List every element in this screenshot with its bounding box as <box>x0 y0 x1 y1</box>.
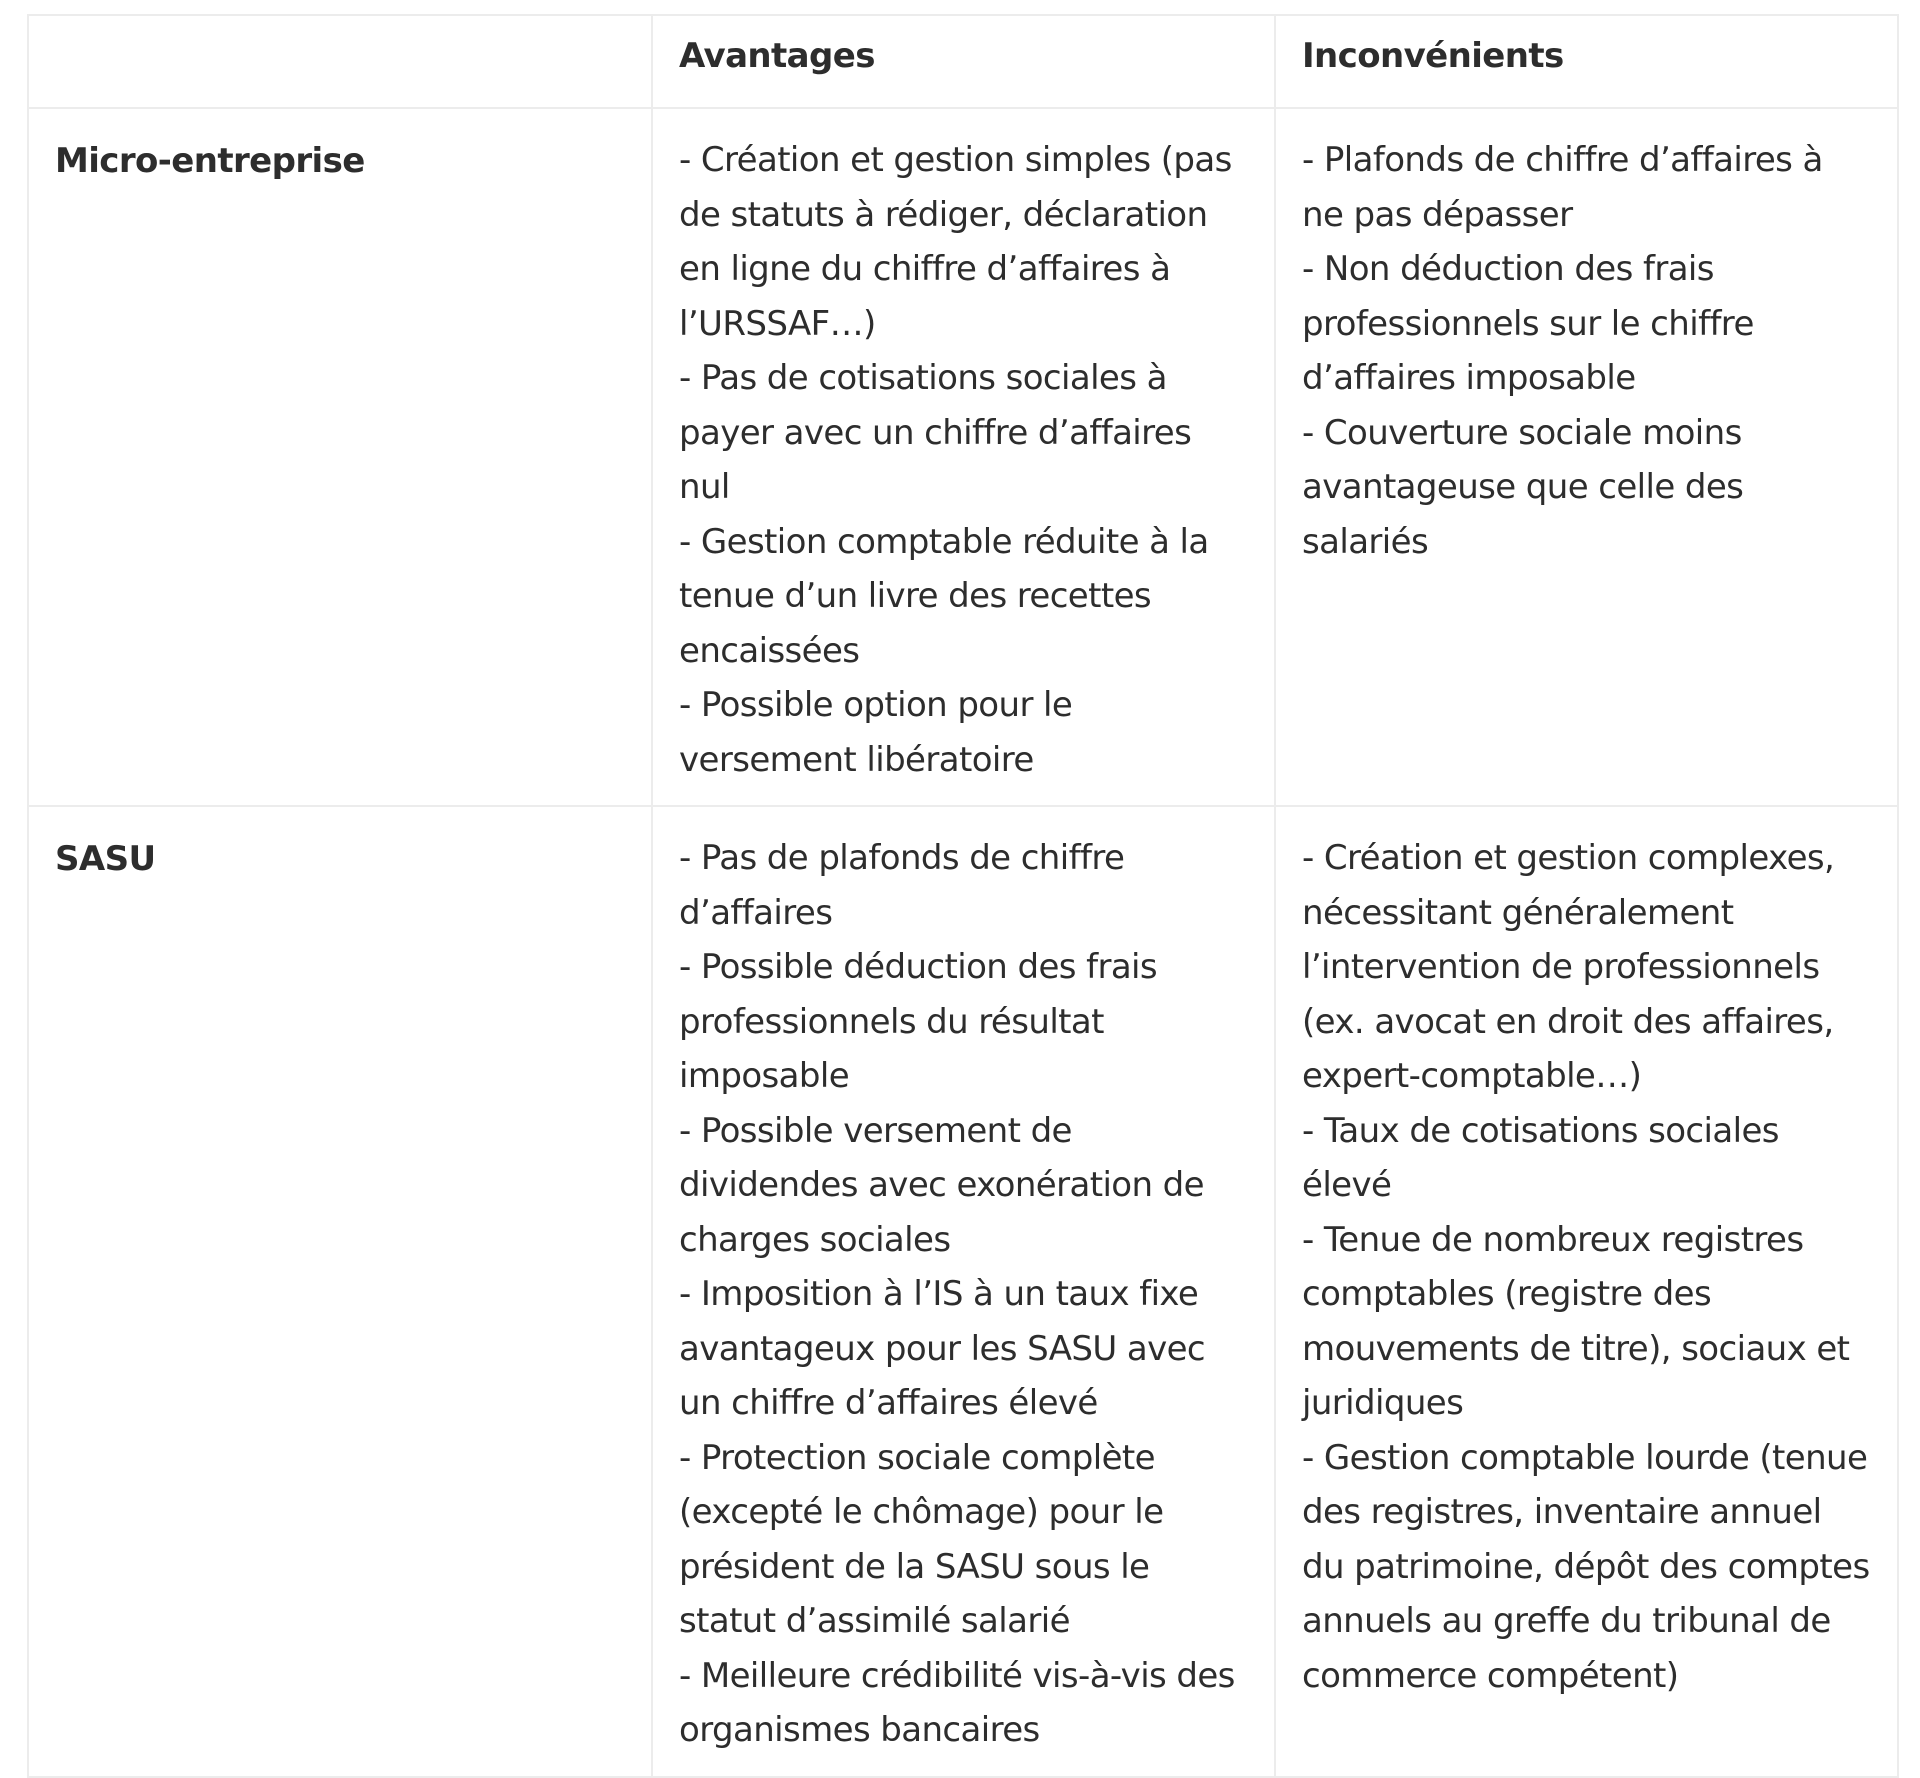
header-empty-cell <box>28 15 652 108</box>
table-row-sasu <box>28 806 1898 1777</box>
advantage-item: - Pas de plafonds de chiffre d’affaires <box>679 838 1125 933</box>
row-label-micro-entreprise: Micro-entreprise <box>28 108 652 806</box>
comparison-table <box>27 14 1899 1778</box>
disadvantage-item: - Création et gestion complexes, nécessitant généralement l’intervention de professionnels (ex. avocat en droit des affaires, expert-comptable…) <box>1302 838 1835 1096</box>
cell-disadvantages-micro-entreprise <box>1275 108 1898 806</box>
header-disadvantages: Inconvénients <box>1275 15 1898 108</box>
advantage-item: - Possible déduction des frais professionnels du résultat imposable <box>679 947 1158 1096</box>
advantage-item: - Pas de cotisations sociales à payer avec un chiffre d’affaires nul <box>679 358 1192 507</box>
table-row-micro-entreprise <box>28 108 1898 806</box>
table-header-row <box>28 15 1898 108</box>
header-advantages: Avantages <box>652 15 1275 108</box>
disadvantage-item: - Gestion comptable lourde (tenue des registres, inventaire annuel du patrimoine, dépôt des comptes annuels au greffe du tribunal de commerce compétent) <box>1302 1437 1870 1696</box>
disadvantage-item: - Non déduction des frais professionnels sur le chiffre d’affaires imposable <box>1302 249 1754 398</box>
advantage-item: - Protection sociale complète (excepté le chômage) pour le président de la SASU sous le statut d’assimilé salarié <box>679 1437 1164 1641</box>
advantage-item: - Gestion comptable réduite à la tenue d’un livre des recettes encaissées <box>679 521 1209 671</box>
disadvantage-item: - Couverture sociale moins avantageuse que celle des salariés <box>1302 412 1744 562</box>
cell-advantages-micro-entreprise <box>652 108 1275 806</box>
advantage-item: - Possible versement de dividendes avec exonération de charges sociales <box>679 1110 1204 1260</box>
cell-disadvantages-sasu <box>1275 806 1898 1777</box>
disadvantage-item: - Tenue de nombreux registres comptables (registre des mouvements de titre), sociaux et juridiques <box>1302 1219 1850 1423</box>
comparison-table-container <box>27 14 1897 1778</box>
row-label-sasu: SASU <box>28 806 652 1777</box>
advantage-item: - Création et gestion simples (pas de statuts à rédiger, déclaration en ligne du chiffre d’affaires à l’URSSAF…) <box>679 140 1232 344</box>
advantage-item: - Possible option pour le versement libératoire <box>679 685 1073 780</box>
advantage-item: - Imposition à l’IS à un taux fixe avantageux pour les SASU avec un chiffre d’affaires élevé <box>679 1274 1206 1423</box>
cell-advantages-sasu <box>652 806 1275 1777</box>
advantage-item: - Meilleure crédibilité vis-à-vis des organismes bancaires <box>679 1655 1235 1750</box>
disadvantage-item: - Plafonds de chiffre d’affaires à ne pas dépasser <box>1302 140 1823 235</box>
disadvantage-item: - Taux de cotisations sociales élevé <box>1302 1110 1779 1205</box>
